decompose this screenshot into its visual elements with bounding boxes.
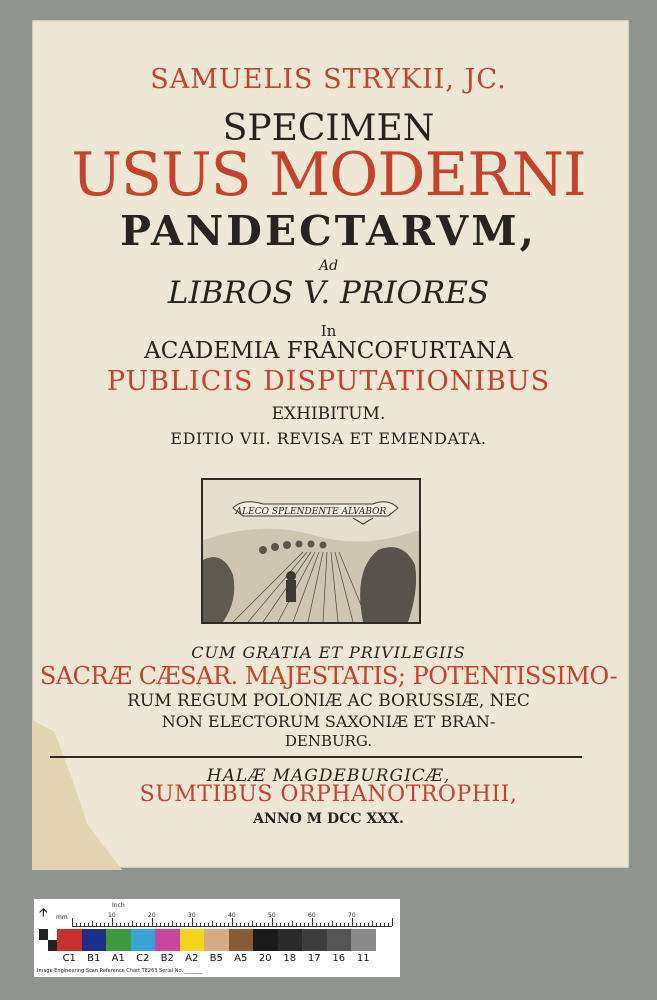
ruler-tick [360, 923, 361, 926]
ruler-tick [324, 923, 325, 926]
disputationibus-line: PUBLICIS DISPUTATIONIBUS [106, 366, 551, 397]
publisher-line: SUMTIBUS ORPHANOTROPHII, [139, 782, 518, 807]
ruler-tick [296, 923, 297, 926]
color-patch [155, 929, 180, 951]
ruler-tick [100, 923, 101, 926]
vignette-engraving [203, 480, 419, 622]
ruler-tick [356, 923, 357, 926]
ruler-tick [392, 918, 393, 926]
ruler-label: 40 [228, 912, 236, 919]
ruler-tick [212, 921, 213, 926]
ruler-unit-inch: Inch [112, 902, 125, 909]
ruler-tick [308, 923, 309, 926]
ruler-tick [184, 923, 185, 926]
patch-label: 17 [307, 953, 321, 964]
ruler-label: 30 [188, 912, 196, 919]
ruler-tick [248, 923, 249, 926]
ruler-unit-mm: mm [56, 914, 68, 921]
ruler-tick [88, 923, 89, 926]
denburg-line: DENBURG. [284, 732, 373, 750]
patch-label: C2 [136, 953, 150, 964]
ruler-tick [340, 923, 341, 926]
ruler-label: 60 [308, 912, 316, 919]
ruler-tick [264, 923, 265, 926]
ruler-tick [320, 923, 321, 926]
ruler-tick [128, 923, 129, 926]
ruler-label: 20 [148, 912, 156, 919]
ruler-tick [172, 921, 173, 926]
patch-label: B5 [209, 953, 223, 964]
ruler-tick [236, 923, 237, 926]
ruler-tick [120, 923, 121, 926]
ruler-tick [332, 921, 333, 926]
ruler-tick [220, 923, 221, 926]
chart-footer: Image Engineering Scan Reference Chart TE263 Serial No. _______ [37, 968, 203, 974]
title-pandectarum: PANDECTARVM, [120, 207, 537, 255]
ruler-tick [312, 918, 313, 926]
ruler-tick [188, 923, 189, 926]
year-line: ANNO M DCC XXX. [253, 811, 404, 827]
color-patches [39, 929, 376, 951]
ruler-tick [328, 923, 329, 926]
color-patch [57, 929, 82, 951]
patch-label: B2 [160, 953, 174, 964]
ruler-tick [288, 923, 289, 926]
divider-rule [50, 756, 582, 758]
ruler-tick [124, 923, 125, 926]
ruler-tick [336, 923, 337, 926]
ruler-tick [268, 923, 269, 926]
scan-reference-chart [34, 899, 400, 977]
ruler-tick [136, 923, 137, 926]
ruler-tick [132, 921, 133, 926]
place-line: HALÆ MAGDEBURGICÆ, [206, 766, 451, 786]
ruler-tick [176, 923, 177, 926]
color-patch [82, 929, 107, 951]
ruler-tick [256, 923, 257, 926]
patch-label: B1 [87, 953, 101, 964]
color-patch [278, 929, 303, 951]
ruler-tick [372, 921, 373, 926]
patch-label: 11 [356, 953, 370, 964]
majestatis-line: SACRÆ CÆSAR. MAJESTATIS; POTENTISSIMO- [39, 662, 618, 690]
ruler-tick [96, 923, 97, 926]
patch-label: 18 [283, 953, 297, 964]
ruler-tick [232, 918, 233, 926]
ruler-tick [228, 923, 229, 926]
ruler-tick [292, 921, 293, 926]
ruler-tick [344, 923, 345, 926]
ruler-tick [216, 923, 217, 926]
ruler-tick [108, 923, 109, 926]
color-patch [302, 929, 327, 951]
patch-label: A2 [185, 953, 199, 964]
ruler-tick [116, 923, 117, 926]
ruler-tick [92, 921, 93, 926]
in-line: In [320, 322, 337, 340]
ruler-tick [240, 923, 241, 926]
ruler-tick [388, 923, 389, 926]
exhibitum-line: EXHIBITUM. [271, 404, 386, 424]
libros-line: LIBROS V. PRIORES [167, 275, 490, 311]
patch-labels [39, 953, 376, 964]
color-patch [131, 929, 156, 951]
patch-label: A1 [111, 953, 125, 964]
ruler-tick [104, 923, 105, 926]
academia-line: ACADEMIA FRANCOFURTANA [144, 338, 513, 364]
ruler-tick [140, 923, 141, 926]
color-patch [253, 929, 278, 951]
ruler-tick [352, 918, 353, 926]
ruler-tick [72, 918, 73, 926]
ruler-tick [272, 918, 273, 926]
ruler-tick [252, 921, 253, 926]
title-specimen: SPECIMEN [222, 108, 435, 149]
ruler-tick [384, 923, 385, 926]
ruler-tick [204, 923, 205, 926]
ruler-tick [164, 923, 165, 926]
ruler-tick [364, 923, 365, 926]
patch-label: C1 [62, 953, 76, 964]
ruler-tick [316, 923, 317, 926]
privilege-line: CUM GRATIA ET PRIVILEGIIS [191, 643, 466, 662]
patch-label: 16 [332, 953, 346, 964]
color-patch [106, 929, 131, 951]
color-patch [351, 929, 376, 951]
ruler-tick [168, 923, 169, 926]
color-patch [180, 929, 205, 951]
ruler-tick [148, 923, 149, 926]
printers-vignette [201, 478, 421, 624]
patch-label: 20 [258, 953, 272, 964]
ruler-tick [368, 923, 369, 926]
patch-label: A5 [234, 953, 248, 964]
ruler-tick [284, 923, 285, 926]
grey-scale-key [39, 929, 57, 951]
ruler-tick [80, 923, 81, 926]
author-line: SAMUELIS STRYKII, JC. [150, 64, 507, 95]
regum-line: RUM REGUM POLONIÆ AC BORUSSIÆ, NEC [127, 691, 530, 711]
ruler-tick [276, 923, 277, 926]
vignette-motto: ALECO SPLENDENTE ALVABOR [235, 507, 387, 517]
color-patch [204, 929, 229, 951]
ruler-tick [76, 923, 77, 926]
ruler-tick [244, 923, 245, 926]
ruler-tick [300, 923, 301, 926]
electorum-line: NON ELECTORUM SAXONIÆ ET BRAN- [161, 712, 496, 731]
ruler-tick [260, 923, 261, 926]
ruler-label: 70 [348, 912, 356, 919]
ruler-tick [112, 918, 113, 926]
ruler-tick [180, 923, 181, 926]
ruler-tick [84, 923, 85, 926]
ruler-tick [144, 923, 145, 926]
ruler-tick [152, 918, 153, 926]
ruler-tick [160, 923, 161, 926]
ruler-tick [208, 923, 209, 926]
ruler-label: 10 [108, 912, 116, 919]
ruler-tick [376, 923, 377, 926]
ruler-tick [280, 923, 281, 926]
title-usus-moderni: USUS MODERNI [71, 140, 586, 210]
editio-line: EDITIO VII. REVISA ET EMENDATA. [170, 429, 487, 448]
ruler-tick [200, 923, 201, 926]
up-arrow-icon: 🡩 [39, 905, 48, 919]
ruler-tick [304, 923, 305, 926]
ruler-tick [196, 923, 197, 926]
color-patch [327, 929, 352, 951]
ruler-tick [192, 918, 193, 926]
color-patch [229, 929, 254, 951]
ruler-tick [348, 923, 349, 926]
ruler-tick [156, 923, 157, 926]
ruler-tick [224, 923, 225, 926]
ruler-label: 50 [268, 912, 276, 919]
ad-line: Ad [318, 258, 339, 274]
measurement-ruler [72, 912, 392, 927]
ruler-tick [380, 923, 381, 926]
